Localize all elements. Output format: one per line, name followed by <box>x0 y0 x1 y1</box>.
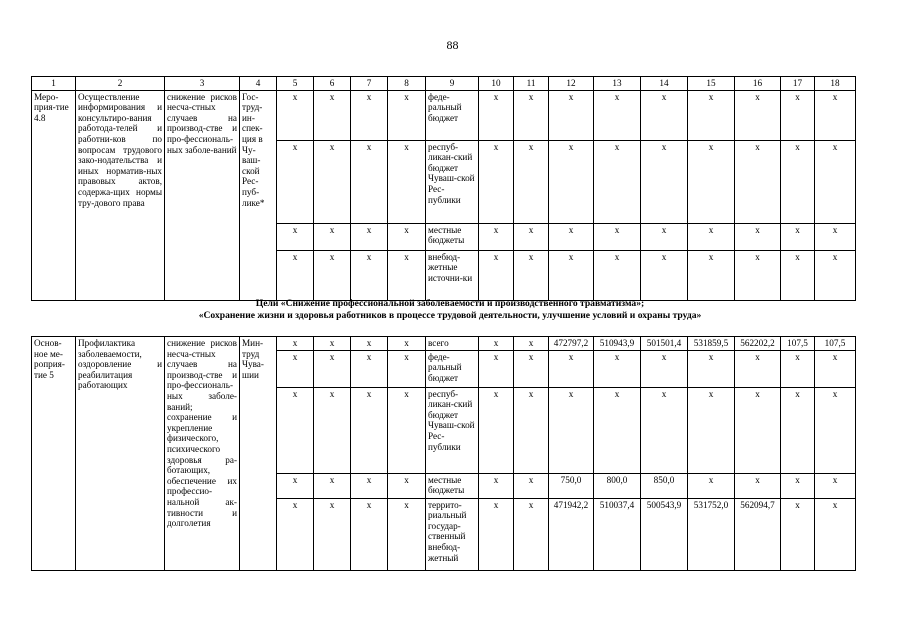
funding-source: всего <box>426 337 479 351</box>
code-cell: x <box>314 140 351 223</box>
column-number-cell: 8 <box>388 77 426 91</box>
code-cell: x <box>388 250 426 300</box>
funding-source: феде-ральный бюджет <box>426 350 479 387</box>
value-cell: x <box>479 473 514 498</box>
value-cell: x <box>514 473 549 498</box>
value-cell: x <box>514 250 549 300</box>
value-cell: 562094,7 <box>735 498 781 570</box>
value-cell: x <box>641 250 688 300</box>
value-cell: 471942,2 <box>549 498 594 570</box>
value-cell: 501501,4 <box>641 337 688 351</box>
code-cell: x <box>277 337 314 351</box>
value-cell: 500543,9 <box>641 498 688 570</box>
value-cell: x <box>514 387 549 473</box>
column-number-cell: 11 <box>514 77 549 91</box>
value-cell: x <box>735 387 781 473</box>
funding-source: респуб-ликан-ский бюджет Чуваш-ской Рес-публики <box>426 387 479 473</box>
value-cell: x <box>815 498 856 570</box>
value-cell: 107,5 <box>815 337 856 351</box>
column-number-cell: 7 <box>351 77 388 91</box>
value-cell: x <box>735 90 781 140</box>
code-cell: x <box>314 223 351 250</box>
value-cell: x <box>641 223 688 250</box>
value-cell: x <box>479 350 514 387</box>
value-cell: 510037,4 <box>594 498 641 570</box>
value-cell: x <box>514 90 549 140</box>
value-cell: x <box>479 337 514 351</box>
value-cell: x <box>549 250 594 300</box>
column-number-cell: 5 <box>277 77 314 91</box>
goal-heading <box>31 298 869 322</box>
value-cell: x <box>781 473 815 498</box>
measure-goal: снижение рисков несча-стных случаев на производ-стве и про-фессиональ-ных заболе-ваний; сохранение и укрепление физического, психического здоровья ра-ботающих, обеспечение их профессио-нальной ак-тивности и долголетия <box>165 337 240 571</box>
value-cell: x <box>514 223 549 250</box>
value-cell: 562202,2 <box>735 337 781 351</box>
funding-source: феде-ральный бюджет <box>426 90 479 140</box>
column-number-cell: 9 <box>426 77 479 91</box>
measure-executor: Мин-труд Чува-шии <box>240 337 277 571</box>
value-cell: x <box>479 140 514 223</box>
code-cell: x <box>277 350 314 387</box>
value-cell: x <box>688 473 735 498</box>
code-cell: x <box>314 350 351 387</box>
value-cell: x <box>688 250 735 300</box>
code-cell: x <box>277 473 314 498</box>
goal-line-1: Цели «Снижение профессиональной заболеваемости и производственного травматизма»; <box>255 298 645 309</box>
value-cell: x <box>514 498 549 570</box>
value-cell: x <box>735 140 781 223</box>
value-cell: 531752,0 <box>688 498 735 570</box>
value-cell: x <box>594 223 641 250</box>
column-number-cell: 18 <box>815 77 856 91</box>
measure-name: Осуществление информирования и консультиро-вания работода-телей и работни-ков по вопросам трудового зако-нодательства и иных норматив-ных правовых актов, содержа-щих нормы тру-дового права <box>76 90 165 300</box>
value-cell: x <box>479 387 514 473</box>
value-cell: x <box>549 387 594 473</box>
value-cell: x <box>549 90 594 140</box>
value-cell: x <box>549 223 594 250</box>
value-cell: x <box>815 250 856 300</box>
measure-name: Профилактика заболеваемости, оздоровление и реабилитация работающих <box>76 337 165 571</box>
code-cell: x <box>314 387 351 473</box>
column-number-cell: 17 <box>781 77 815 91</box>
value-cell: x <box>594 90 641 140</box>
value-cell: x <box>549 140 594 223</box>
column-number-cell: 2 <box>76 77 165 91</box>
value-cell: x <box>594 250 641 300</box>
column-number-cell: 4 <box>240 77 277 91</box>
column-number-cell: 16 <box>735 77 781 91</box>
value-cell: x <box>479 90 514 140</box>
column-number-row <box>32 77 856 91</box>
page-number: 88 <box>446 38 459 52</box>
value-cell: x <box>781 90 815 140</box>
table-row <box>32 337 856 351</box>
column-number-cell: 15 <box>688 77 735 91</box>
value-cell: x <box>781 250 815 300</box>
funding-source: местные бюджеты <box>426 473 479 498</box>
value-cell: x <box>781 350 815 387</box>
code-cell: x <box>277 223 314 250</box>
value-cell: x <box>594 350 641 387</box>
measure-executor: Гос-труд-ин-спек-ция в Чу-ваш-ской Рес-пуб-лике* <box>240 90 277 300</box>
value-cell: x <box>594 140 641 223</box>
column-number-cell: 3 <box>165 77 240 91</box>
value-cell: x <box>688 140 735 223</box>
program-table-lower <box>31 336 856 571</box>
value-cell: 531859,5 <box>688 337 735 351</box>
funding-source: респуб-ликан-ский бюджет Чуваш-ской Рес-публики <box>426 140 479 223</box>
code-cell: x <box>351 473 388 498</box>
code-cell: x <box>351 140 388 223</box>
value-cell: x <box>781 140 815 223</box>
value-cell: x <box>735 223 781 250</box>
column-number-cell: 1 <box>32 77 76 91</box>
code-cell: x <box>388 350 426 387</box>
value-cell: 850,0 <box>641 473 688 498</box>
value-cell: x <box>688 90 735 140</box>
value-cell: 800,0 <box>594 473 641 498</box>
column-number-cell: 14 <box>641 77 688 91</box>
funding-source: террито-риальный государ-ственный внебюд-жетный <box>426 498 479 570</box>
table-row <box>32 90 856 140</box>
column-number-cell: 13 <box>594 77 641 91</box>
funding-source: местные бюджеты <box>426 223 479 250</box>
value-cell: x <box>479 250 514 300</box>
code-cell: x <box>314 90 351 140</box>
code-cell: x <box>351 498 388 570</box>
value-cell: x <box>815 473 856 498</box>
code-cell: x <box>314 473 351 498</box>
value-cell: x <box>594 387 641 473</box>
value-cell: x <box>641 350 688 387</box>
measure-code: Меро-прия-тие 4.8 <box>32 90 76 300</box>
value-cell: x <box>479 223 514 250</box>
funding-source: внебюд-жетные источни-ки <box>426 250 479 300</box>
code-cell: x <box>351 350 388 387</box>
value-cell: 510943,9 <box>594 337 641 351</box>
value-cell: x <box>514 350 549 387</box>
code-cell: x <box>351 250 388 300</box>
value-cell: x <box>815 90 856 140</box>
code-cell: x <box>314 250 351 300</box>
code-cell: x <box>351 90 388 140</box>
value-cell: x <box>815 223 856 250</box>
column-number-cell: 12 <box>549 77 594 91</box>
value-cell: x <box>781 223 815 250</box>
code-cell: x <box>351 387 388 473</box>
code-cell: x <box>388 90 426 140</box>
value-cell: x <box>479 498 514 570</box>
value-cell: x <box>688 387 735 473</box>
value-cell: x <box>815 350 856 387</box>
measure-code: Основ-ное ме-роприя-тие 5 <box>32 337 76 571</box>
code-cell: x <box>388 387 426 473</box>
code-cell: x <box>277 250 314 300</box>
value-cell: x <box>549 350 594 387</box>
code-cell: x <box>388 473 426 498</box>
value-cell: x <box>815 140 856 223</box>
column-number-cell: 10 <box>479 77 514 91</box>
code-cell: x <box>277 90 314 140</box>
value-cell: x <box>735 473 781 498</box>
code-cell: x <box>388 223 426 250</box>
code-cell: x <box>314 337 351 351</box>
value-cell: 750,0 <box>549 473 594 498</box>
code-cell: x <box>277 140 314 223</box>
column-number-cell: 6 <box>314 77 351 91</box>
value-cell: 472797,2 <box>549 337 594 351</box>
value-cell: x <box>641 90 688 140</box>
code-cell: x <box>314 498 351 570</box>
value-cell: 107,5 <box>781 337 815 351</box>
code-cell: x <box>388 337 426 351</box>
value-cell: x <box>688 350 735 387</box>
value-cell: x <box>514 140 549 223</box>
goal-line-2: «Сохранение жизни и здоровья работников в процессе трудовой деятельности, улучшение условий и охраны труда» <box>198 310 702 321</box>
code-cell: x <box>277 498 314 570</box>
value-cell: x <box>735 350 781 387</box>
value-cell: x <box>815 387 856 473</box>
value-cell: x <box>641 387 688 473</box>
value-cell: x <box>781 387 815 473</box>
code-cell: x <box>388 498 426 570</box>
code-cell: x <box>277 387 314 473</box>
value-cell: x <box>781 498 815 570</box>
value-cell: x <box>514 337 549 351</box>
measure-goal: снижение рисков несча-стных случаев на производ-стве и про-фессиональ-ных заболе-ваний <box>165 90 240 300</box>
program-table-upper <box>31 76 856 301</box>
value-cell: x <box>641 140 688 223</box>
value-cell: x <box>688 223 735 250</box>
code-cell: x <box>351 337 388 351</box>
code-cell: x <box>351 223 388 250</box>
code-cell: x <box>388 140 426 223</box>
value-cell: x <box>735 250 781 300</box>
